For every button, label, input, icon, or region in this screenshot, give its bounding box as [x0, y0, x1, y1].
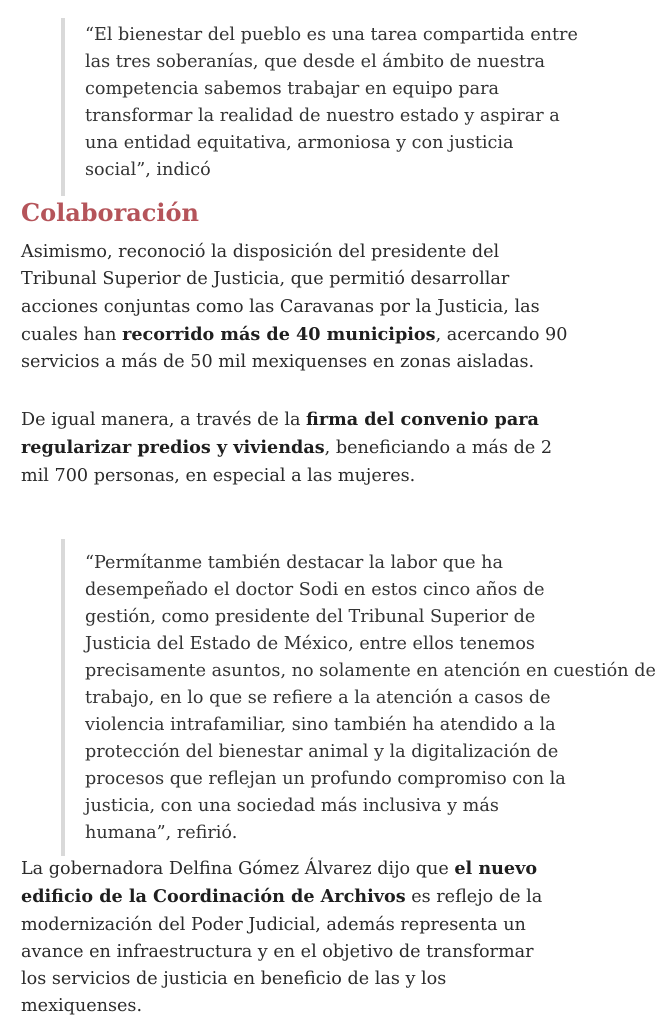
bold-highlight: recorrido más de 40 municipios — [122, 323, 436, 345]
quote-line: “El bienestar del pueblo es una tarea compartida entre — [85, 24, 578, 45]
quote-line: gestión, como presidente del Tribunal Superior de — [85, 606, 536, 627]
paragraph-line — [21, 434, 571, 462]
blockquote-governor-statement — [61, 18, 606, 196]
quote-line: social”, indicó — [85, 159, 211, 180]
quote-line: desempeñado el doctor Sodi en estos cinco años de — [85, 579, 545, 600]
bold-highlight: el nuevo — [454, 858, 538, 879]
paragraph-collaboration — [21, 239, 571, 376]
paragraph-text: La gobernadora Delfina Gómez Álvarez dijo que — [21, 859, 455, 879]
quote-line: procesos que reflejan un profundo compromiso con la — [85, 768, 566, 789]
quote-line: justicia, con una sociedad más inclusiva y más — [85, 795, 499, 816]
paragraph-text: cuales han — [21, 324, 123, 345]
paragraph-agreement — [21, 406, 571, 490]
paragraph-line: avance en infraestructura y en el objetivo de transformar — [21, 941, 534, 962]
quote-line: violencia intrafamiliar, sino también ha atendido a la — [85, 714, 556, 735]
paragraph-text: , acercando 90 — [435, 324, 568, 345]
quote-line: Justicia del Estado de México, entre ellos tenemos — [85, 633, 535, 654]
paragraph-line — [21, 883, 571, 911]
paragraph-line: mexiquenses. — [21, 996, 143, 1017]
paragraph-line: servicios a más de 50 mil mexiquenses en zonas aisladas. — [21, 352, 535, 373]
paragraph-line: Asimismo, reconoció la disposición del presidente del — [21, 242, 500, 262]
paragraph-line — [21, 855, 571, 883]
paragraph-text: , beneficiando a más de 2 — [324, 438, 553, 459]
bold-highlight: edificio de la Coordinación de Archivos — [21, 886, 406, 908]
quote-line: protección del bienestar animal y la digitalización de — [85, 741, 559, 762]
paragraph-line — [21, 406, 571, 434]
quote-line: trabajo, en lo que se refiere a la atención a casos de — [85, 687, 551, 708]
paragraph-line: mil 700 personas, en especial a las mujeres. — [21, 465, 416, 486]
quote-text — [85, 550, 656, 847]
paragraph-line: los servicios de justicia en beneficio de las y los — [21, 969, 447, 990]
bold-highlight: firma del convenio para — [306, 409, 539, 430]
paragraph-text: De igual manera, a través de la — [21, 410, 307, 430]
quote-line: humana”, refirió. — [85, 822, 238, 843]
section-heading: Colaboración — [21, 198, 199, 227]
paragraph-line — [21, 321, 571, 349]
paragraph-text: es reflejo de la — [405, 887, 543, 908]
quote-line: “Permítanme también destacar la labor que ha — [85, 552, 503, 573]
quote-line: precisamente asuntos, no solamente en atención en cuestión de — [85, 660, 656, 681]
quote-line: las tres soberanías, que desde el ámbito de nuestra — [85, 51, 545, 72]
quote-line: transformar la realidad de nuestro estado y aspirar a — [85, 105, 560, 126]
paragraph-governor — [21, 855, 571, 1021]
quote-line: competencia sabemos trabajar en equipo para — [85, 78, 500, 99]
paragraph-line: modernización del Poder Judicial, además representa un — [21, 914, 526, 935]
paragraph-line: Tribunal Superior de Justicia, que permitió desarrollar — [21, 269, 510, 290]
blockquote-sodi-statement — [61, 539, 656, 856]
quote-line: una entidad equitativa, armoniosa y con justicia — [85, 132, 514, 153]
paragraph-line: acciones conjuntas como las Caravanas por la Justicia, las — [21, 296, 540, 317]
quote-text — [85, 22, 606, 184]
bold-highlight: regularizar predios y viviendas — [21, 437, 325, 459]
